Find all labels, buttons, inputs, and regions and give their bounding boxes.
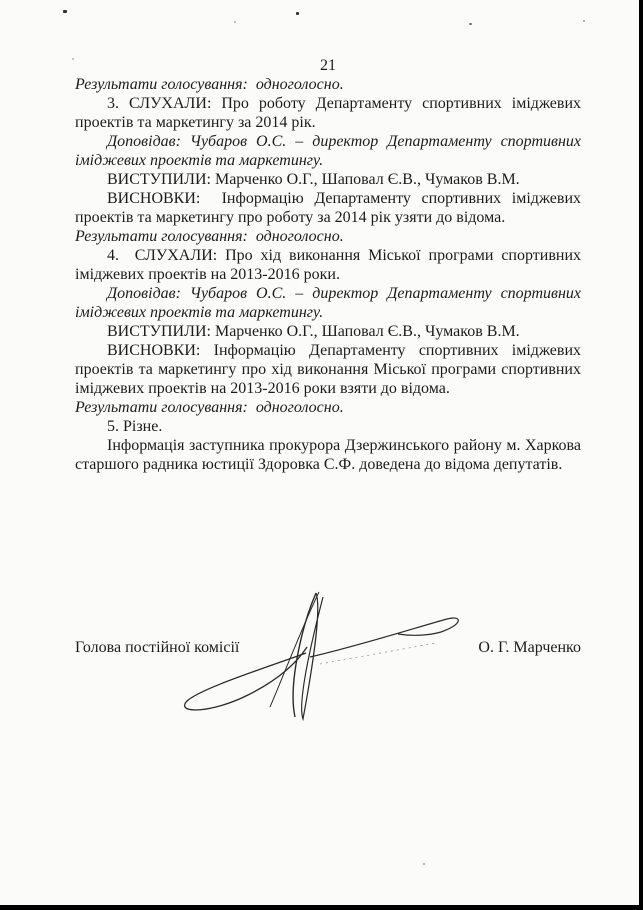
scan-edge-bottom (0, 905, 643, 910)
scan-speckle (583, 20, 585, 22)
conclusion-line: ВИСНОВКИ: Інформацію Департаменту спортивних іміджевих проектів та маркетингу про хід виконання Міської програми спортивних іміджевих проектів на 2013-2016 роки взяти до відома. (75, 342, 581, 397)
spoke-line: ВИСТУПИЛИ: Марченко О.Г., Шаповал Є.В., Чумаков В.М. (107, 171, 520, 188)
speaker-line: Доповідав: Чубаров О.С. – директор Департаменту спортивних іміджевих проектів та маркетингу. (75, 133, 581, 169)
section-heading: 3. СЛУХАЛИ: Про роботу Департаменту спортивних іміджевих проектів та маркетингу за 2014 рік. (75, 95, 581, 131)
spoke-line: ВИСТУПИЛИ: Марченко О.Г., Шаповал Є.В., Чумаков В.М. (107, 323, 520, 340)
section-heading: 4. СЛУХАЛИ: Про хід виконання Міської програми спортивних іміджевих проектів на 2013-2016 роки. (75, 247, 581, 283)
scan-speckle (469, 23, 472, 25)
scan-speckle (234, 21, 236, 23)
vote-result-line: Результати голосування: одноголосно. (75, 399, 344, 416)
vote-result-line: Результати голосування: одноголосно. (75, 76, 344, 93)
vote-result-line: Результати голосування: одноголосно. (75, 228, 344, 245)
section-heading: 5. Різне. (107, 418, 163, 435)
scan-speckle (63, 10, 67, 13)
text-column (75, 56, 581, 474)
conclusion-line: ВИСНОВКИ: Інформацію Департаменту спортивних іміджевих проектів та маркетингу про роботу за 2014 рік узяти до відома. (75, 190, 581, 226)
scan-speckle (72, 58, 74, 60)
speaker-line: Доповідав: Чубаров О.С. – директор Департаменту спортивних іміджевих проектів та маркетингу. (75, 285, 581, 321)
signature-scribble (170, 585, 470, 725)
scan-edge-right (639, 0, 643, 910)
page-number: 21 (320, 57, 336, 74)
scan-speckle (296, 12, 299, 15)
info-line: Інформація заступника прокурора Дзержинського району м. Харкова старшого радника юстиції Здоровка С.Ф. доведена до відома депутатів. (75, 437, 581, 473)
signature-title-label: Голова постійної комісії (75, 639, 240, 656)
scan-speckle (423, 863, 425, 865)
signature-name: О. Г. Марченко (478, 639, 581, 656)
